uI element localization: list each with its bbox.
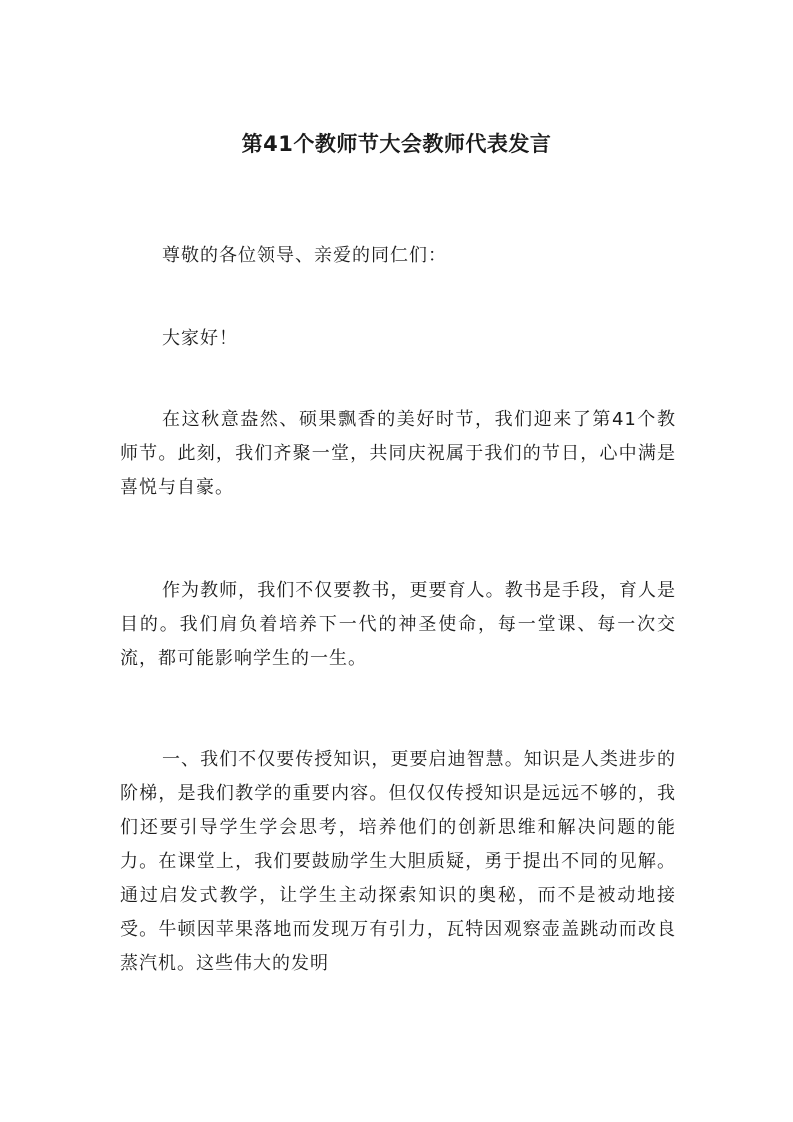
paragraph-2: 作为教师，我们不仅要教书，更要育人。教书是手段，育人是目的。我们肩负着培养下一代的神圣使命，每一堂课、每一次交流，都可能影响学生的一生。 [120, 580, 676, 669]
paragraph-1: 在这秋意盎然、硕果飘香的美好时节，我们迎来了第41个教师节。此刻，我们齐聚一堂，共同庆祝属于我们的节日，心中满是喜悦与自豪。 [120, 409, 676, 498]
document-title: 第41个教师节大会教师代表发言 [241, 132, 552, 156]
salutation: 尊敬的各位领导、亲爱的同仁们： [162, 245, 447, 266]
paragraph-3: 一、我们不仅要传授知识，更要启迪智慧。知识是人类进步的阶梯，是我们教学的重要内容。但仅仅传授知识是远远不够的，我们还要引导学生学会思考，培养他们的创新思维和解决问题的能力。在课堂上，我们要鼓励学生大胆质疑，勇于提出不同的见解。通过启发式教学，让学生主动探索知识的奥秘，而不是被动地接受。牛顿因苹果落地而发现万有引力，瓦特因观察壶盖跳动而改良蒸汽机。这些伟大的发明 [120, 749, 676, 974]
greeting: 大家好！ [162, 328, 238, 349]
